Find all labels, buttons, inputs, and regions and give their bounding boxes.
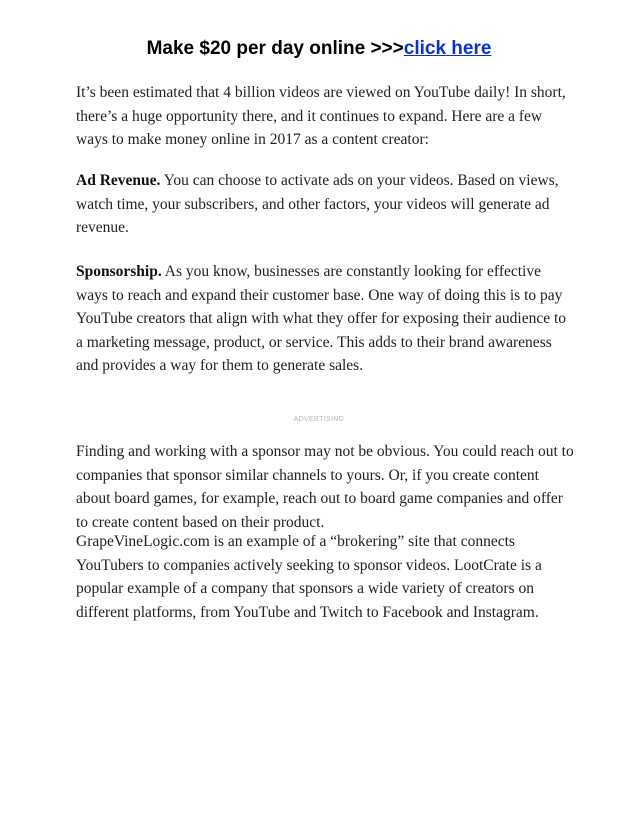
sponsorship-paragraph (76, 260, 574, 378)
ad-revenue-text: You can choose to activate ads on your videos. Based on views, watch time, your subscribers, and other factors, your videos will generate ad revenue. (76, 172, 559, 237)
ad-revenue-heading: Ad Revenue. (76, 172, 161, 189)
grapevine-paragraph: GrapeVineLogic.com is an example of a “brokering” site that connects YouTubers to companies actively seeking to sponsor videos. LootCrate is a popular example of a company that sponsors a wide variety of creators on different platforms, from YouTube and Twitch to Facebook and Instagram. (76, 533, 542, 621)
headline-text: Make $20 per day online >>> (146, 38, 404, 59)
finding-sponsor-paragraph: Finding and working with a sponsor may not be obvious. You could reach out to companies that sponsor similar channels to yours. Or, if you create content about board games, for example, reach out to board game companies and offer to create content based on their product. (76, 443, 574, 531)
intro-paragraph: It’s been estimated that 4 billion videos are viewed on YouTube daily! In short, there’s a huge opportunity there, and it continues to expand. Here are a few ways to make money online in 2017 as a content creator: (76, 84, 566, 149)
sponsorship-heading: Sponsorship. (76, 263, 162, 280)
page-headline (0, 36, 638, 62)
advertising-label: ADVERTISING (293, 416, 345, 423)
ad-revenue-paragraph (76, 169, 574, 240)
click-here-link[interactable]: click here (403, 38, 492, 59)
sponsorship-text: As you know, businesses are constantly looking for effective ways to reach and expand their customer base. One way of doing this is to pay YouTube creators that align with what they offer for exposing their audience to a marketing message, product, or service. This adds to their brand awareness and provides a way for them to generate sales. (76, 263, 567, 375)
